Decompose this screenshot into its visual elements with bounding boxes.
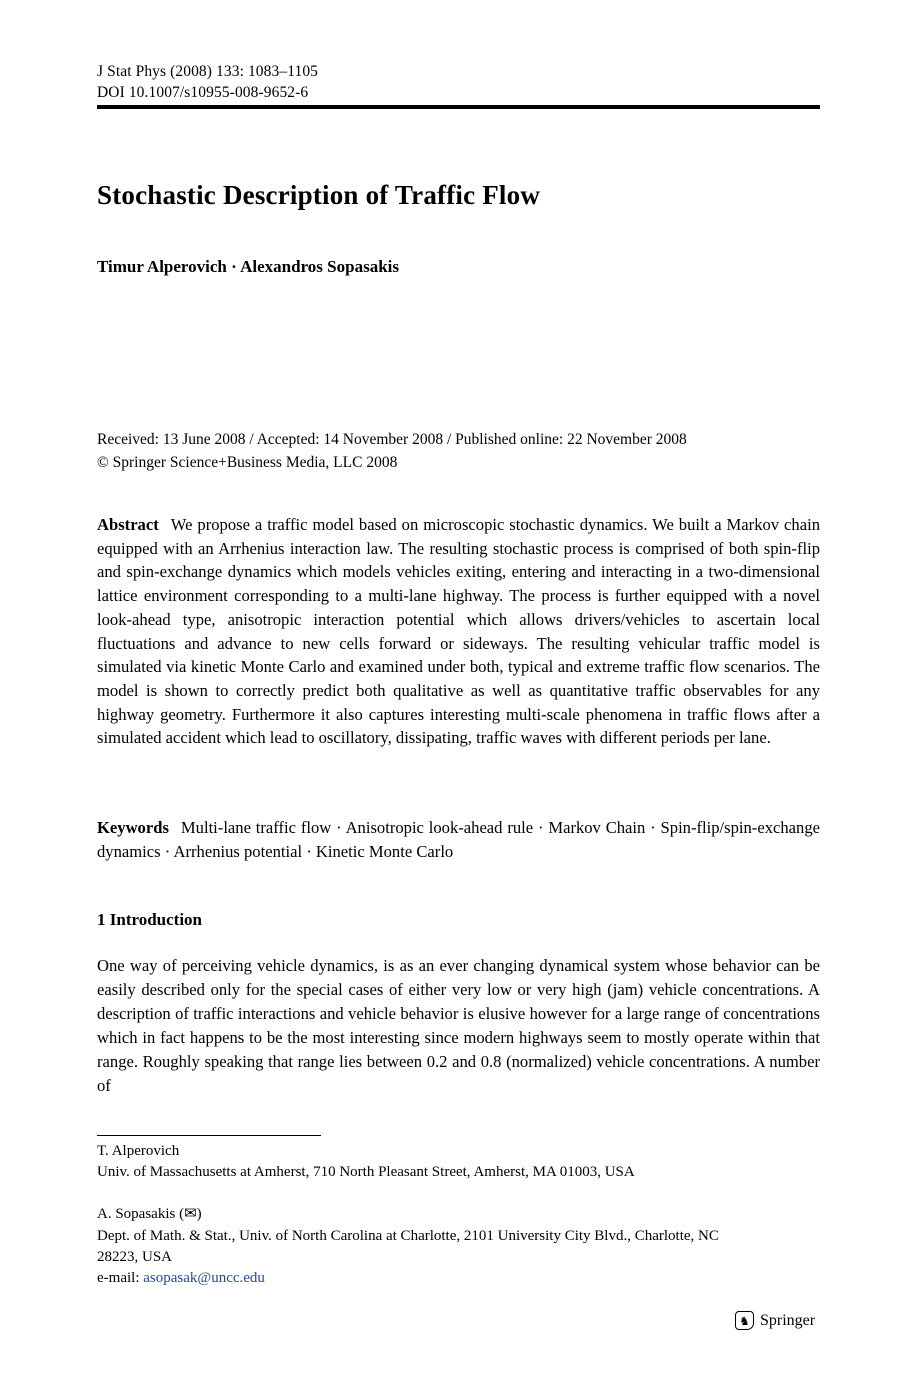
received-accepted-line: Received: 13 June 2008 / Accepted: 14 November 2008 / Published online: 22 November 2008	[97, 431, 687, 448]
footnote-author1-affiliation: Univ. of Massachusetts at Amherst, 710 North Pleasant Street, Amherst, MA 01003, USA	[97, 1164, 635, 1181]
footnote-author2	[97, 1204, 820, 1289]
keywords-label: Keywords	[97, 818, 169, 837]
footnote-rule	[97, 1135, 321, 1136]
doi-line: DOI 10.1007/s10955-008-9652-6	[97, 84, 309, 101]
footnote-author1	[97, 1141, 820, 1183]
introduction-paragraph: One way of perceiving vehicle dynamics, is as an ever changing dynamical system whose behavior can be easily described only for the special cases of either very low or very high (jam) vehicle concentrations. A description of traffic interactions and vehicle behavior is elusive however for a large range of concentrations which in fact happens to be the most interesting since modern highways seem to mostly operate within that range. Roughly speaking that range lies between 0.2 and 0.8 (normalized) vehicle concentrations. A number of	[97, 956, 820, 1095]
footnote-author2-affiliation-line2: 28223, USA	[97, 1248, 173, 1265]
footnote-author1-name: T. Alperovich	[97, 1143, 180, 1159]
footnote-author2-name: A. Sopasakis (✉)	[97, 1206, 202, 1223]
keywords	[97, 816, 820, 863]
publisher-footer	[735, 1311, 815, 1330]
page-title: Stochastic Description of Traffic Flow	[97, 180, 541, 210]
copyright-line: © Springer Science+Business Media, LLC 2008	[97, 453, 398, 471]
dates-block	[97, 429, 820, 474]
page-header	[97, 61, 318, 103]
section-heading-introduction: 1 Introduction	[97, 910, 203, 929]
email-link[interactable]: asopasak@uncc.edu	[143, 1270, 265, 1287]
author-footnotes	[97, 1141, 820, 1289]
publisher-name: Springer	[760, 1311, 816, 1329]
footnote-email-line	[97, 1268, 820, 1289]
header-rule	[97, 105, 820, 109]
springer-horse-icon: ♞	[735, 1311, 754, 1330]
abstract-label: Abstract	[97, 515, 159, 534]
journal-reference: J Stat Phys (2008) 133: 1083–1105	[97, 63, 319, 80]
email-label: e-mail:	[97, 1270, 144, 1287]
abstract-text: We propose a traffic model based on microscopic stochastic dynamics. We built a Markov chain equipped with an Arrhenius interaction law. The resulting stochastic process is comprised of both spin-flip and spin-exchange dynamics which models vehicles exiting, entering and interacting in a two-dimensional lattice environment corresponding to a multi-lane highway. The process is further equipped with a novel look-ahead type, anisotropic interaction potential which allows drivers/vehicles to ascertain local fluctuations and advance to new cells forward or sideways. The resulting vehicular traffic model is simulated via kinetic Monte Carlo and examined under both, typical and extreme traffic flow scenarios. The model is shown to correctly predict both qualitative as well as quantitative traffic observables for any highway geometry. Furthermore it also captures interesting multi-scale phenomena in traffic flows after a simulated accident which lead to oscillatory, dissipating, traffic waves with different periods per lane.	[97, 515, 820, 748]
abstract	[97, 513, 820, 750]
footnote-author2-affiliation-line1: Dept. of Math. & Stat., Univ. of North Carolina at Charlotte, 2101 University City Blvd., Charlotte, NC	[97, 1227, 719, 1244]
authors-line: Timur Alperovich · Alexandros Sopasakis	[97, 257, 399, 276]
keywords-text: Multi-lane traffic flow · Anisotropic look-ahead rule · Markov Chain · Spin-flip/spin-exchange dynamics · Arrhenius potential · Kinetic Monte Carlo	[97, 818, 820, 861]
